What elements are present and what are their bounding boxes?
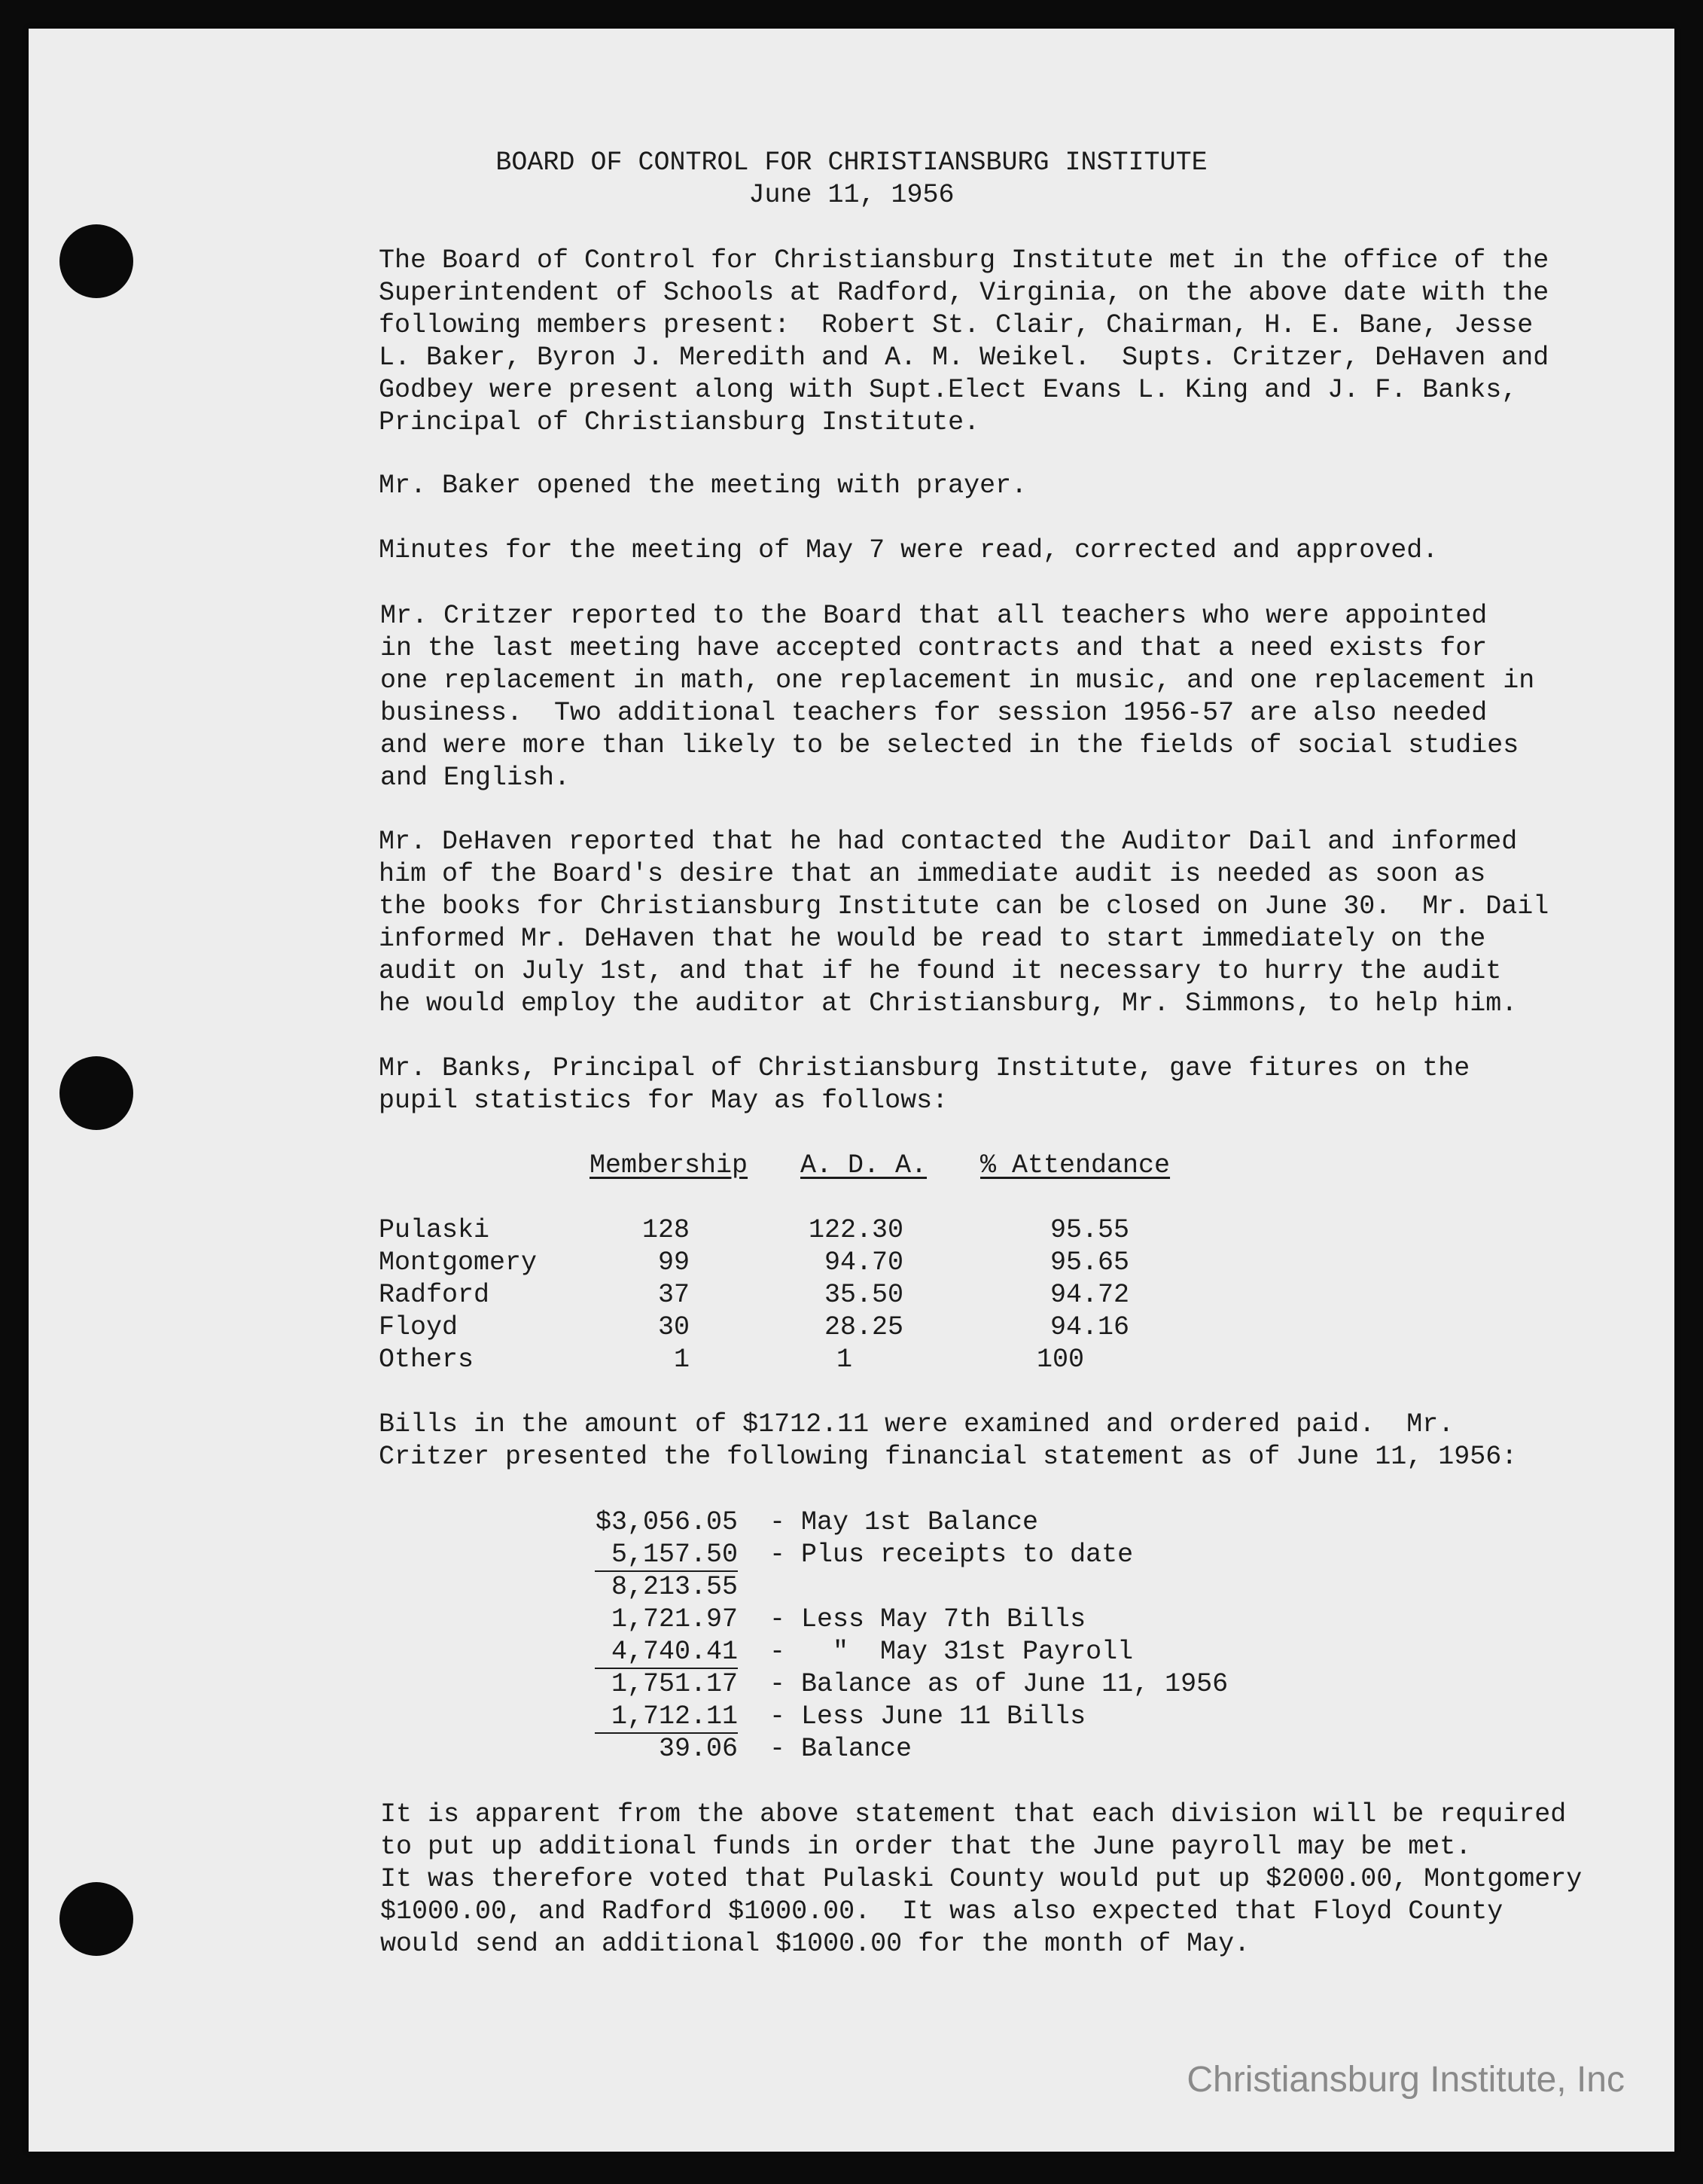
punch-hole-top <box>59 224 133 298</box>
description: - Balance <box>769 1734 912 1764</box>
column-header-attendance: % Attendance <box>980 1150 1171 1180</box>
text-line: The Board of Control for Christiansburg Institute met in the office of the <box>379 245 1549 276</box>
text-line: informed Mr. DeHaven that he would be read to start immediately on the <box>379 924 1486 954</box>
text-line: and were more than likely to be selected in the fields of social studies <box>380 730 1519 760</box>
text-line: Mr. Critzer reported to the Board that all teachers who were appointed <box>380 601 1488 631</box>
amount: 5,157.50 <box>611 1540 738 1570</box>
description: - " May 31st Payroll <box>769 1637 1134 1667</box>
amount: 1,712.11 <box>611 1701 738 1732</box>
document-date: June 11, 1956 <box>748 180 955 210</box>
description: - Less June 11 Bills <box>769 1701 1086 1732</box>
punch-hole-middle <box>59 1056 133 1130</box>
text-line: to put up additional funds in order that the June payroll may be met. <box>380 1832 1472 1862</box>
text-line: would send an additional $1000.00 for the month of May. <box>380 1929 1251 1959</box>
text-line: business. Two additional teachers for session 1956-57 are also needed <box>380 698 1488 728</box>
attendance-value: 94.16 <box>1050 1312 1129 1342</box>
text-line: Critzer presented the following financial statement as of June 11, 1956: <box>379 1442 1518 1472</box>
membership-value: 30 <box>657 1312 690 1342</box>
amount: 4,740.41 <box>611 1637 738 1667</box>
document-title: BOARD OF CONTROL FOR CHRISTIANSBURG INSTITUTE <box>495 148 1208 178</box>
ada-value: 94.70 <box>824 1247 903 1278</box>
membership-value: 128 <box>641 1215 690 1245</box>
column-header-ada: A. D. A. <box>800 1150 928 1180</box>
text-line: him of the Board's desire that an immediate audit is needed as soon as <box>379 859 1486 889</box>
description: - May 1st Balance <box>769 1507 1039 1537</box>
amount: 8,213.55 <box>611 1572 738 1602</box>
amount: 1,751.17 <box>611 1669 738 1699</box>
text-line: he would employ the auditor at Christiansburg, Mr. Simmons, to help him. <box>379 988 1518 1019</box>
punch-hole-bottom <box>59 1882 133 1956</box>
ada-value: 35.50 <box>824 1280 903 1310</box>
membership-value: 1 <box>673 1345 690 1375</box>
attendance-value: 100 <box>1036 1345 1084 1375</box>
text-line: Godbey were present along with Supt.Elect Evans L. King and J. F. Banks, <box>379 375 1518 405</box>
text-line: $1000.00, and Radford $1000.00. It was also expected that Floyd County <box>380 1896 1503 1927</box>
text-line: Bills in the amount of $1712.11 were examined and ordered paid. Mr. <box>379 1409 1455 1439</box>
amount: 39.06 <box>658 1734 738 1764</box>
text-line: It is apparent from the above statement that each division will be required <box>380 1799 1567 1829</box>
description: - Plus receipts to date <box>769 1540 1134 1570</box>
amount: 1,721.97 <box>611 1604 738 1634</box>
description: - Balance as of June 11, 1956 <box>769 1669 1229 1699</box>
text-line: and English. <box>380 763 571 793</box>
text-line: audit on July 1st, and that if he found it necessary to hurry the audit <box>379 956 1502 986</box>
paragraph-minutes: Minutes for the meeting of May 7 were read, corrected and approved. <box>379 535 1439 565</box>
text-line: pupil statistics for May as follows: <box>379 1086 949 1116</box>
row-label: Others <box>379 1345 474 1375</box>
paragraph-prayer: Mr. Baker opened the meeting with prayer. <box>379 471 1028 501</box>
column-header-membership: Membership <box>590 1150 748 1180</box>
text-line: L. Baker, Byron J. Meredith and A. M. Weikel. Supts. Critzer, DeHaven and <box>379 343 1549 373</box>
row-label: Floyd <box>379 1312 458 1342</box>
ada-value: 122.30 <box>808 1215 903 1245</box>
text-line: in the last meeting have accepted contracts and that a need exists for <box>380 633 1488 663</box>
row-label: Radford <box>379 1280 490 1310</box>
ada-value: 28.25 <box>824 1312 903 1342</box>
text-line: Mr. DeHaven reported that he had contacted the Auditor Dail and informed <box>379 827 1518 857</box>
text-line: It was therefore voted that Pulaski County would put up $2000.00, Montgomery <box>380 1864 1583 1894</box>
membership-value: 99 <box>657 1247 690 1278</box>
row-label: Montgomery <box>379 1247 538 1278</box>
ada-value: 1 <box>836 1345 852 1375</box>
text-line: the books for Christiansburg Institute can be closed on June 30. Mr. Dail <box>379 891 1549 921</box>
attendance-value: 95.55 <box>1050 1215 1129 1245</box>
text-line: one replacement in math, one replacement in music, and one replacement in <box>380 666 1535 696</box>
text-line: Superintendent of Schools at Radford, Virginia, on the above date with the <box>379 278 1549 308</box>
attendance-value: 95.65 <box>1050 1247 1129 1278</box>
text-line: following members present: Robert St. Clair, Chairman, H. E. Bane, Jesse <box>379 310 1534 340</box>
row-label: Pulaski <box>379 1215 490 1245</box>
text-line: Principal of Christiansburg Institute. <box>379 407 980 437</box>
description: - Less May 7th Bills <box>769 1604 1086 1634</box>
membership-value: 37 <box>657 1280 690 1310</box>
text-line: Mr. Banks, Principal of Christiansburg Institute, gave fitures on the <box>379 1053 1470 1083</box>
amount: $3,056.05 <box>595 1507 738 1537</box>
watermark: Christiansburg Institute, Inc <box>1187 2060 1625 2100</box>
attendance-value: 94.72 <box>1050 1280 1129 1310</box>
